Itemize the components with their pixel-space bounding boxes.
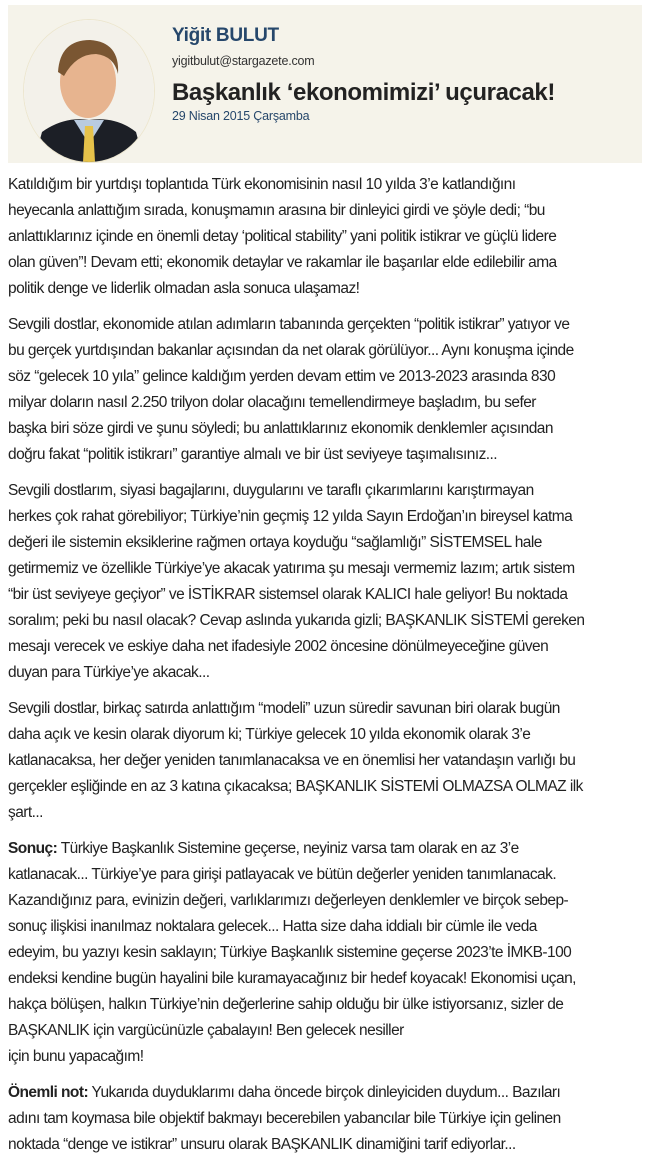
paragraph-line [8, 312, 648, 338]
line-text: başka biri söze girdi ve şunu söyledi; bu anlattıklarınız ekonomik denklemler açısından [8, 420, 553, 437]
author-photo [23, 19, 155, 163]
paragraph-line [8, 1044, 648, 1070]
article-paragraph [8, 172, 648, 302]
line-text: heyecanla anlattığım sırada, konuşmamın arasına bir dinleyici girdi ve şöyle dedi; “bu [8, 202, 545, 219]
line-text: doğru fakat “politik istikrarı” garantiye almalı ve bir üst seviyeye taşımalısınız... [8, 446, 498, 463]
article-paragraph [8, 312, 648, 468]
line-text: söz “gelecek 10 yıla” gelince kaldığım yerden devam ettim ve 2013-2023 arasında 830 [8, 368, 556, 385]
line-text: duyan para Türkiye’ye akacak... [8, 664, 210, 681]
line-text: daha açık ve kesin olarak diyorum ki; Türkiye gelecek 10 yılda ekonomik olarak 3’e [8, 726, 531, 743]
line-text: herkes çok rahat görebiliyor; Türkiye’nin geçmiş 12 yılda Sayın Erdoğan’ın bireysel katma [8, 508, 573, 525]
paragraph-line [8, 966, 648, 992]
line-text: Sevgili dostlar, birkaç satırda anlattığım “modeli” uzun süredir savunan biri olarak bugün [8, 700, 560, 717]
paragraph-line [8, 940, 648, 966]
paragraph-line [8, 660, 648, 686]
paragraph-line [8, 1018, 648, 1044]
paragraph-line [8, 556, 648, 582]
paragraph-line [8, 390, 648, 416]
line-text: şart... [8, 804, 43, 821]
line-text: soralım; peki bu nasıl olacak? Cevap aslında yukarıda gizli; BAŞKANLIK SİSTEMİ gereken [8, 612, 585, 629]
line-text: “bir üst seviyeye geçiyor” ve İSTİKRAR sistemsel olarak KALICI hale geliyor! Bu noktada [8, 586, 568, 603]
article-paragraph [8, 478, 648, 686]
paragraph-line [8, 696, 648, 722]
line-text: Sevgili dostlarım, siyasi bagajlarını, duygularını ve taraflı çıkarımlarını karıştırmayan [8, 482, 534, 499]
line-text: adını tam koymasa bile objektif bakmayı becerebilen yabancılar bile Türkiye için gelinen [8, 1110, 561, 1127]
paragraph-line [8, 364, 648, 390]
line-text: edeyim, bu yazıyı kesin saklayın; Türkiye Başkanlık sistemine geçerse 2023’te İMKB-100 [8, 944, 572, 961]
paragraph-line [8, 1132, 648, 1158]
author-email[interactable]: yigitbulut@stargazete.com [172, 54, 315, 68]
paragraph-line [8, 862, 648, 888]
paragraph-line [8, 722, 648, 748]
article-date: 29 Nisan 2015 Çarşamba [172, 109, 310, 123]
line-text: Katıldığım bir yurtdışı toplantıda Türk ekonomisinin nasıl 10 yılda 3’e katlandığını [8, 176, 516, 193]
paragraph-line [8, 338, 648, 364]
article-paragraph [8, 1080, 648, 1158]
line-text: milyar doların nasıl 2.250 trilyon dolar olacağını temellendirmeye başladım, bu sefer [8, 394, 536, 411]
paragraph-line [8, 582, 648, 608]
line-text: değeri ile sistemin eksiklerine rağmen ortaya koyduğu “sağlamlığı” SİSTEMSEL hale [8, 534, 542, 551]
line-text: katlanacaksa, her değer yeniden tanımlanacaksa ve en önemlisi her vatandaşın varlığı bu [8, 752, 576, 769]
paragraph-line [8, 442, 648, 468]
paragraph-line [8, 250, 648, 276]
paragraph-line [8, 608, 648, 634]
line-text: Türkiye Başkanlık Sistemine geçerse, neyiniz varsa tam olarak en az 3’e [57, 840, 519, 857]
line-text: mesajı verecek ve eskiye daha net ifadesiyle 2002 öncesine dönülmeyeceğine güven [8, 638, 549, 655]
paragraph-lead: Önemli not: [8, 1084, 89, 1101]
line-text: politik denge ve liderlik olmadan asla sonuca ulaşamaz! [8, 280, 360, 297]
author-name[interactable]: Yiğit BULUT [172, 25, 279, 46]
paragraph-line [8, 416, 648, 442]
paragraph-line [8, 836, 648, 862]
paragraph-line [8, 1080, 648, 1106]
line-text: anlattıklarınız içinde en önemli detay ‘political stability” yani politik istikrar ve güçlü lidere [8, 228, 557, 245]
line-text: getirmemiz ve özellikle Türkiye’ye akacak yatırıma şu mesajı vermemiz lazım; artık sistem [8, 560, 575, 577]
article-paragraph [8, 696, 648, 826]
line-text: bu gerçek yurtdışından bakanlar açısından da net olarak görülüyor... Aynı konuşma içinde [8, 342, 574, 359]
article-paragraph [8, 836, 648, 1070]
line-text: sonuç ilişkisi inanılmaz noktalara gelecek... Hatta size daha iddialı bir cümle ile veda [8, 918, 537, 935]
paragraph-line [8, 1106, 648, 1132]
line-text: hakça bölüşen, halkın Türkiye’nin değerlerine sahip olduğu bir ülke istiyorsanız, sizler de [8, 996, 564, 1013]
line-text: katlanacak... Türkiye’ye para girişi patlayacak ve bütün değerler yeniden tanımlanacak. [8, 866, 557, 883]
paragraph-line [8, 888, 648, 914]
paragraph-line [8, 530, 648, 556]
line-text: gerçekler eşliğinde en az 3 katına çıkacaksa; BAŞKANLIK SİSTEMİ OLMAZSA OLMAZ ilk [8, 778, 583, 795]
paragraph-line [8, 276, 648, 302]
paragraph-line [8, 634, 648, 660]
paragraph-line [8, 504, 648, 530]
paragraph-lead: Sonuç: [8, 840, 58, 857]
paragraph-line [8, 800, 648, 826]
line-text: Sevgili dostlar, ekonomide atılan adımların tabanında gerçekten “politik istikrar” yatıyor ve [8, 316, 570, 333]
article-body [8, 172, 648, 1168]
line-text: olan güven”! Devam etti; ekonomik detaylar ve rakamlar ile başarılar elde edilebilir ama [8, 254, 557, 271]
author-header [8, 5, 642, 163]
line-text: BAŞKANLIK için vargücünüzle çabalayın! Ben gelecek nesiller [8, 1022, 404, 1039]
line-text: Kazandığınız para, evinizin değeri, varlıklarımızı değerleyen denklemler ve birçok sebep- [8, 892, 569, 909]
paragraph-line [8, 774, 648, 800]
line-text: noktada “denge ve istikrar” unsuru olarak BAŞKANLIK dinamiğini tarif ediyorlar... [8, 1136, 516, 1153]
paragraph-line [8, 224, 648, 250]
paragraph-line [8, 748, 648, 774]
paragraph-line [8, 992, 648, 1018]
paragraph-line [8, 914, 648, 940]
line-text: endeksi kendine bugün hayalini bile kuramayacağınız bir hedef koyacak! Ekonomisi uçan, [8, 970, 576, 987]
article-title: Başkanlık ‘ekonomimizi’ uçuracak! [172, 79, 555, 106]
paragraph-line [8, 172, 648, 198]
paragraph-line [8, 198, 648, 224]
line-text: Yukarıda duyduklarımı daha öncede birçok dinleyiciden duydum... Bazıları [88, 1084, 561, 1101]
line-text: için bunu yapacağım! [8, 1048, 144, 1065]
paragraph-line [8, 478, 648, 504]
